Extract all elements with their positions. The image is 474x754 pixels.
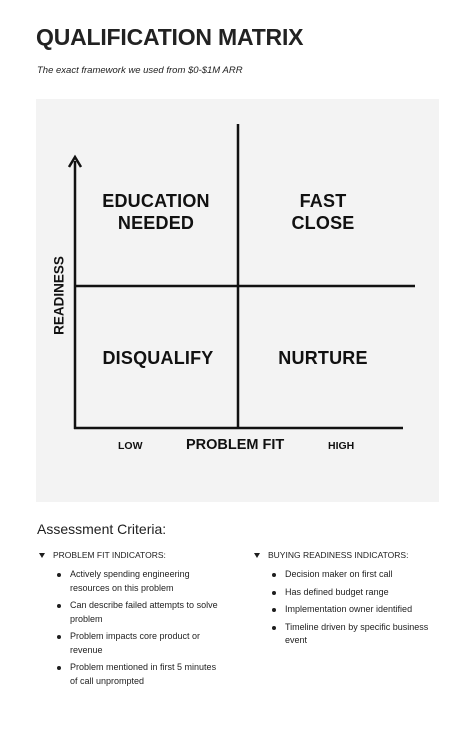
list-item-line: Timeline driven by specific business: [285, 621, 429, 632]
problem-fit-toggle[interactable]: [39, 549, 239, 561]
list-item-line: problem: [70, 613, 103, 624]
quadrant-fast-close: [242, 190, 404, 234]
bullet-icon: [57, 666, 61, 670]
page-subtitle: The exact framework we used from $0-$1M ARR: [37, 65, 243, 76]
list-item: [54, 630, 239, 657]
quadrant-label-line: EDUCATION: [102, 191, 210, 211]
bullet-icon: [272, 591, 276, 595]
list-item: [269, 621, 454, 648]
problem-fit-title: PROBLEM FIT INDICATORS:: [53, 550, 166, 560]
quadrant-label-line: DISQUALIFY: [102, 348, 214, 368]
x-axis-label: PROBLEM FIT: [186, 437, 285, 453]
bullet-icon: [272, 626, 276, 630]
buying-readiness-section: [254, 549, 454, 652]
bullet-icon: [57, 573, 61, 577]
bullet-icon: [57, 604, 61, 608]
bullet-icon: [272, 573, 276, 577]
list-item: [269, 603, 454, 617]
quadrant-disqualify: [78, 347, 238, 369]
list-item-line: event: [285, 635, 308, 645]
quadrant-label-line: NEEDED: [117, 213, 195, 233]
assessment-criteria-heading: Assessment Criteria:: [37, 521, 167, 537]
quadrant-nurture: [242, 347, 404, 369]
list-item: [54, 568, 239, 595]
list-item-line: Implementation owner identified: [285, 604, 413, 614]
y-axis-label: READINESS: [51, 256, 67, 335]
qualification-matrix: [36, 99, 439, 502]
quadrant-label-line: NURTURE: [278, 348, 368, 368]
list-item: [54, 599, 239, 626]
x-axis-low-label: LOW: [118, 440, 143, 452]
buying-readiness-toggle[interactable]: [254, 549, 454, 561]
list-item-line: resources on this problem: [70, 582, 174, 593]
list-item-line: Has defined budget range: [285, 586, 389, 597]
page-title: QUALIFICATION MATRIX: [36, 24, 304, 50]
list-item-line: Problem impacts core product or: [70, 631, 201, 641]
list-item-line: of call unprompted: [70, 675, 145, 686]
list-item-line: Actively spending engineering: [70, 569, 190, 579]
quadrant-label-line: FAST: [299, 191, 347, 211]
list-item: [269, 568, 454, 582]
quadrant-education-needed: [76, 190, 236, 234]
bullet-icon: [272, 608, 276, 612]
list-item-line: Problem mentioned in first 5 minutes: [70, 662, 217, 672]
list-item-line: Can describe failed attempts to solve: [70, 600, 218, 610]
buying-readiness-list: [269, 568, 454, 648]
triangle-down-icon: [254, 553, 260, 558]
triangle-down-icon: [39, 553, 45, 558]
list-item-line: revenue: [70, 644, 103, 655]
quadrant-label-line: CLOSE: [291, 213, 355, 233]
list-item: [269, 586, 454, 600]
bullet-icon: [57, 635, 61, 639]
list-item: [54, 661, 239, 688]
problem-fit-list: [54, 568, 239, 688]
buying-readiness-title: BUYING READINESS INDICATORS:: [268, 550, 409, 560]
problem-fit-section: [39, 549, 239, 692]
x-axis-high-label: HIGH: [328, 440, 355, 452]
list-item-line: Decision maker on first call: [285, 569, 393, 579]
